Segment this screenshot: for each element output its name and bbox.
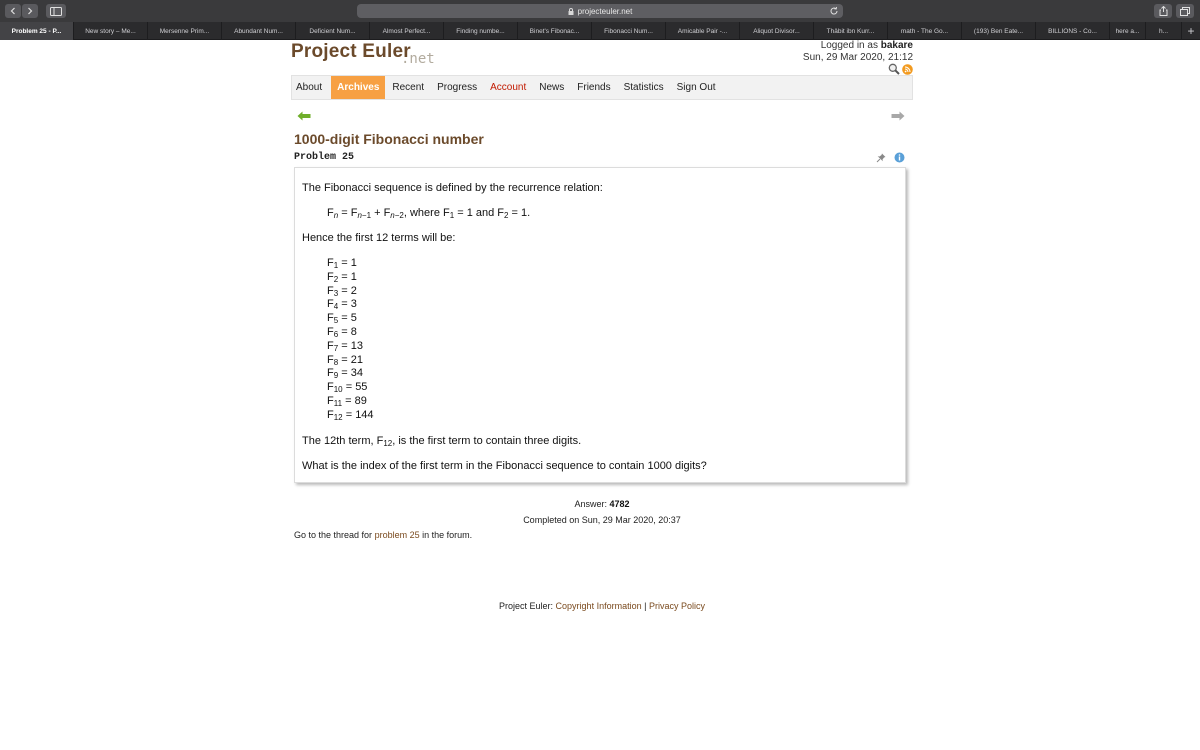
browser-tab[interactable]: Amicable Pair -... [666, 22, 740, 40]
answer-value: 4782 [609, 499, 630, 509]
browser-tab[interactable]: Problem 25 - P... [0, 22, 74, 40]
nav-friends[interactable]: Friends [577, 82, 611, 93]
term-value: 55 [355, 381, 368, 394]
nav-archives[interactable]: Archives [331, 76, 385, 99]
browser-tab[interactable]: here a... [1110, 22, 1146, 40]
search-icon[interactable] [888, 63, 900, 75]
new-tab-button[interactable]: + [1187, 24, 1195, 38]
term-value: 21 [350, 353, 363, 366]
term-index: 1 [333, 261, 339, 270]
fibonacci-term: $F_9 = 34$ [327, 367, 363, 381]
recurrence-formula: $F_n = F_{n-1} + F_{n-2}$, where $F_1 = 1$ and $F_2 = 1$. [327, 207, 531, 220]
twelfth-text-b: , is the first term to contain three digits. [392, 434, 582, 447]
term-value: 34 [350, 367, 363, 380]
browser-tab[interactable]: Mersenne Prim... [148, 22, 222, 40]
problem-number: Problem 25 [294, 152, 355, 163]
term-index: 7 [333, 343, 339, 353]
browser-tab[interactable]: Almost Perfect... [370, 22, 444, 40]
term-index: 12 [333, 412, 343, 422]
nav-about[interactable]: About [296, 82, 323, 93]
nav-progress[interactable]: Progress [437, 82, 478, 93]
problem-question: What is the index of the first term in the Fibonacci sequence to contain 1000 digits? [302, 459, 707, 472]
nav-statistics[interactable]: Statistics [623, 82, 664, 93]
sidebar-icon [50, 7, 62, 16]
fibonacci-term: $F_{10} = 55$ [327, 381, 368, 395]
problem-twelfth-term [302, 435, 898, 448]
forum-thread-line [294, 530, 472, 540]
term-value: 89 [354, 394, 367, 407]
term-symbol: F [327, 298, 334, 311]
browser-tab[interactable]: Fibonacci Num... [592, 22, 666, 40]
footer-prefix: Project Euler: [499, 601, 554, 611]
chevron-left-icon [9, 7, 17, 15]
term-index: 2 [333, 274, 339, 284]
term-value: 3 [350, 298, 357, 311]
term-index: 4 [333, 302, 339, 312]
tab-bar [0, 22, 1200, 40]
share-button[interactable] [1154, 4, 1172, 18]
term-value: 144 [355, 408, 374, 421]
previous-problem-arrow-icon[interactable] [297, 111, 311, 121]
browser-tab[interactable]: Finding numbe... [444, 22, 518, 40]
problem-hence: Hence the first 12 terms will be: [302, 232, 456, 244]
term-index: 3 [333, 288, 339, 298]
address-bar[interactable] [357, 4, 843, 18]
term-symbol: F [327, 339, 334, 352]
term-value: 1 [350, 270, 357, 283]
term-symbol: F [327, 257, 334, 269]
fibonacci-term: $F_8 = 21$ [327, 353, 363, 367]
pin-icon[interactable] [876, 153, 886, 163]
rss-icon[interactable] [902, 64, 913, 75]
term-index: 11 [333, 398, 343, 408]
fibonacci-term: $F_6 = 8$ [327, 325, 357, 339]
chevron-right-icon [26, 7, 34, 15]
fibonacci-term: $F_{11} = 89$ [327, 394, 367, 408]
tabs-icon [1180, 7, 1190, 16]
term-symbol: F [327, 284, 334, 297]
info-icon[interactable] [894, 152, 905, 163]
history-buttons [5, 4, 38, 18]
back-button[interactable] [5, 4, 21, 18]
username: bakare [880, 40, 913, 51]
term-value: 1 [350, 257, 357, 269]
twelfth-text-a: The 12th term, F [302, 434, 384, 447]
main-nav [291, 75, 913, 100]
fibonacci-term: $F_5 = 5$ [327, 312, 357, 326]
login-prefix: Logged in as [820, 40, 878, 51]
term-index: 10 [333, 385, 343, 395]
browser-tab[interactable]: BILLIONS - Co... [1036, 22, 1110, 40]
reload-icon[interactable] [829, 6, 839, 16]
term-symbol: F [327, 394, 334, 407]
term-symbol: F [327, 381, 334, 394]
browser-tab[interactable]: New story – Me... [74, 22, 148, 40]
browser-tab[interactable]: math - The Go... [888, 22, 962, 40]
nav-signout[interactable]: Sign Out [676, 82, 716, 93]
fibonacci-term: $F_{12} = 144$ [327, 408, 374, 422]
toolbar-right [1154, 4, 1194, 18]
login-info [803, 40, 913, 64]
term-symbol: F [327, 353, 334, 366]
twelfth-subscript: 12 [383, 438, 393, 448]
term-value: 13 [350, 339, 363, 352]
next-problem-arrow-icon[interactable] [891, 111, 905, 121]
term-symbol: F [327, 312, 334, 325]
privacy-policy-link[interactable]: Privacy Policy [648, 601, 705, 611]
browser-tab[interactable]: h... [1146, 22, 1182, 40]
term-value: 2 [350, 284, 357, 297]
fibonacci-term: $F_4 = 3$ [327, 298, 357, 312]
nav-news[interactable]: News [539, 82, 565, 93]
problem-content [294, 167, 906, 483]
browser-tab[interactable]: Abundant Num... [222, 22, 296, 40]
copyright-link[interactable]: Copyright Information [555, 601, 642, 611]
answer-label: Answer: [574, 499, 607, 509]
nav-account[interactable]: Account [490, 82, 527, 93]
current-datetime: Sun, 29 Mar 2020, 21:12 [802, 52, 913, 63]
fibonacci-term: $F_1 = 1$ [327, 257, 357, 270]
browser-tab[interactable]: Aliquot Divisor... [740, 22, 814, 40]
thread-suffix: in the forum. [422, 530, 473, 540]
term-symbol: F [327, 270, 334, 283]
term-index: 6 [333, 329, 339, 339]
fibonacci-term: $F_7 = 13$ [327, 339, 363, 353]
browser-tab[interactable]: (193) Ben Eate... [962, 22, 1036, 40]
browser-tab[interactable]: Deficient Num... [296, 22, 370, 40]
tab-overview-button[interactable] [1176, 4, 1194, 18]
share-icon [1159, 6, 1168, 16]
browser-tab[interactable]: Binet's Fibonac... [518, 22, 592, 40]
term-index: 8 [333, 357, 339, 367]
address-text: projecteuler.net [577, 6, 633, 16]
term-value: 5 [350, 312, 357, 325]
problem-title: 1000-digit Fibonacci number [294, 131, 484, 147]
answer-block [291, 496, 913, 528]
sidebar-toggle-button[interactable] [46, 4, 66, 18]
term-index: 9 [333, 371, 339, 381]
nav-recent[interactable]: Recent [392, 82, 425, 93]
term-symbol: F [327, 367, 334, 380]
problem-intro: The Fibonacci sequence is defined by the recurrence relation: [302, 182, 603, 194]
lock-icon [568, 8, 574, 15]
fibonacci-term: $F_3 = 2$ [327, 284, 357, 298]
term-value: 8 [350, 325, 357, 338]
fibonacci-terms-list [302, 257, 898, 423]
completed-date: Completed on Sun, 29 Mar 2020, 20:37 [523, 515, 681, 525]
site-logo[interactable]: Project Euler [291, 41, 411, 62]
term-symbol: F [327, 325, 334, 338]
footer-separator: | [644, 601, 647, 611]
browser-toolbar [0, 0, 1200, 22]
forward-button[interactable] [22, 4, 38, 18]
site-logo-suffix[interactable]: .net [401, 51, 435, 67]
term-index: 5 [333, 316, 339, 326]
browser-tab[interactable]: Thâbit ibn Kurr... [814, 22, 888, 40]
thread-prefix: Go to the thread for [294, 530, 373, 540]
problem-thread-link[interactable]: problem 25 [374, 530, 420, 540]
fibonacci-term: $F_2 = 1$ [327, 270, 357, 284]
header-icons [888, 63, 913, 75]
footer [291, 601, 913, 611]
term-symbol: F [327, 408, 334, 421]
